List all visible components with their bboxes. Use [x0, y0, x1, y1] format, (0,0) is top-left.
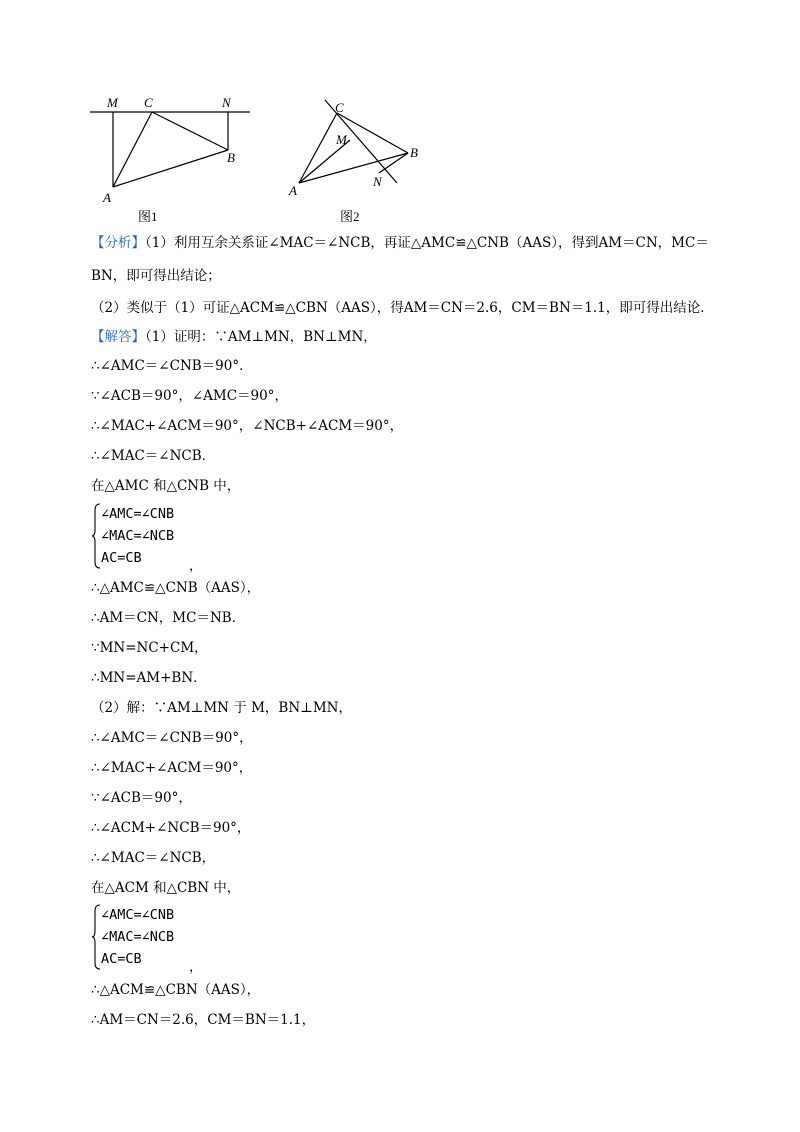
analysis-line-1 — [91, 233, 709, 253]
system-2-eq-1: ∠AMC=∠CNB — [101, 907, 175, 923]
label-a: A — [103, 190, 111, 205]
figure-1-caption: 图1 — [138, 209, 158, 224]
solution-line-1: ∴∠AMC＝∠CNB＝90°． — [91, 358, 253, 374]
system-1-comma: ， — [189, 558, 203, 574]
segment-cb — [337, 113, 408, 153]
solution2-line-10: 在△ACM 和△CBN 中， — [91, 880, 241, 896]
solution3-line-0: ∴△ACM≌△CBN（AAS）， — [91, 982, 261, 998]
solution-line-0 — [91, 327, 377, 347]
solution3-line-1: ∴AM＝CN＝2.6，CM＝BN＝1.1， — [91, 1012, 316, 1028]
solution-tag: 【解答】 — [91, 329, 145, 345]
solution2-line-9: ∴∠MAC＝∠NCB， — [91, 850, 216, 866]
system-1-eq-1: ∠AMC=∠CNB — [101, 506, 175, 522]
figure-1 — [85, 90, 255, 215]
solution2-line-5: ∴∠AMC＝∠CNB＝90°， — [91, 730, 253, 746]
segment-bn — [379, 153, 408, 173]
solution2-line-1: ∴AM＝CN，MC＝NB． — [91, 610, 246, 626]
solution-line-5: 在△AMC 和△CNB 中， — [91, 478, 241, 494]
analysis-text-1: （1）利用互余关系证∠MAC＝∠NCB，再证△AMC≌△CNB（AAS），得到AM＝CN，MC＝ — [145, 235, 709, 251]
solution2-line-8: ∴∠ACM+∠NCB＝90°， — [91, 820, 251, 836]
solution2-line-4: （2）解：∵AM⊥MN 于 M，BN⊥MN， — [91, 700, 352, 716]
system-2-eq-2: ∠MAC=∠NCB — [101, 929, 175, 945]
label-c: C — [144, 95, 153, 110]
figure-2-caption: 图2 — [340, 209, 360, 224]
label-m: M — [336, 132, 347, 147]
label-b: B — [227, 150, 235, 165]
label-c: C — [335, 100, 344, 115]
analysis-line-3: （2）类似于（1）可证△ACM≌△CBN（AAS），得AM＝CN＝2.6，CM＝BN＝1.1，即可得出结论． — [91, 300, 714, 316]
label-a: A — [289, 183, 297, 198]
label-m: M — [107, 95, 118, 110]
solution-line-2: ∵∠ACB＝90°，∠AMC＝90°， — [91, 388, 288, 404]
solution2-line-7: ∵∠ACB＝90°， — [91, 790, 192, 806]
system-1-eq-3: AC=CB — [101, 550, 142, 566]
solution2-line-2: ∵MN=NC+CM， — [91, 640, 208, 656]
equation-system-1 — [91, 502, 231, 574]
equation-system-2 — [91, 903, 231, 975]
solution-text-0: （1）证明：∵AM⊥MN，BN⊥MN， — [145, 329, 377, 345]
label-n: N — [373, 174, 382, 189]
segment-ca — [299, 113, 337, 183]
solution-line-3: ∴∠MAC+∠ACM＝90°，∠NCB+∠ACM＝90°， — [91, 418, 404, 434]
analysis-line-2: BN，即可得出结论； — [91, 268, 221, 284]
solution2-line-6: ∴∠MAC+∠ACM＝90°， — [91, 760, 253, 776]
analysis-tag: 【分析】 — [91, 235, 145, 251]
figure-2 — [285, 95, 430, 205]
label-b: B — [410, 145, 418, 160]
solution2-line-3: ∴MN=AM+BN． — [91, 670, 207, 686]
label-n: N — [222, 95, 231, 110]
segment-ab — [299, 153, 408, 183]
solution2-line-0: ∴△AMC≌△CNB（AAS）， — [91, 580, 261, 596]
segment-cb — [152, 112, 228, 150]
solution-line-4: ∴∠MAC＝∠NCB． — [91, 448, 216, 464]
system-2-comma: ， — [189, 959, 203, 975]
segment-ab — [113, 150, 228, 187]
system-2-eq-3: AC=CB — [101, 951, 142, 967]
system-1-eq-2: ∠MAC=∠NCB — [101, 528, 175, 544]
